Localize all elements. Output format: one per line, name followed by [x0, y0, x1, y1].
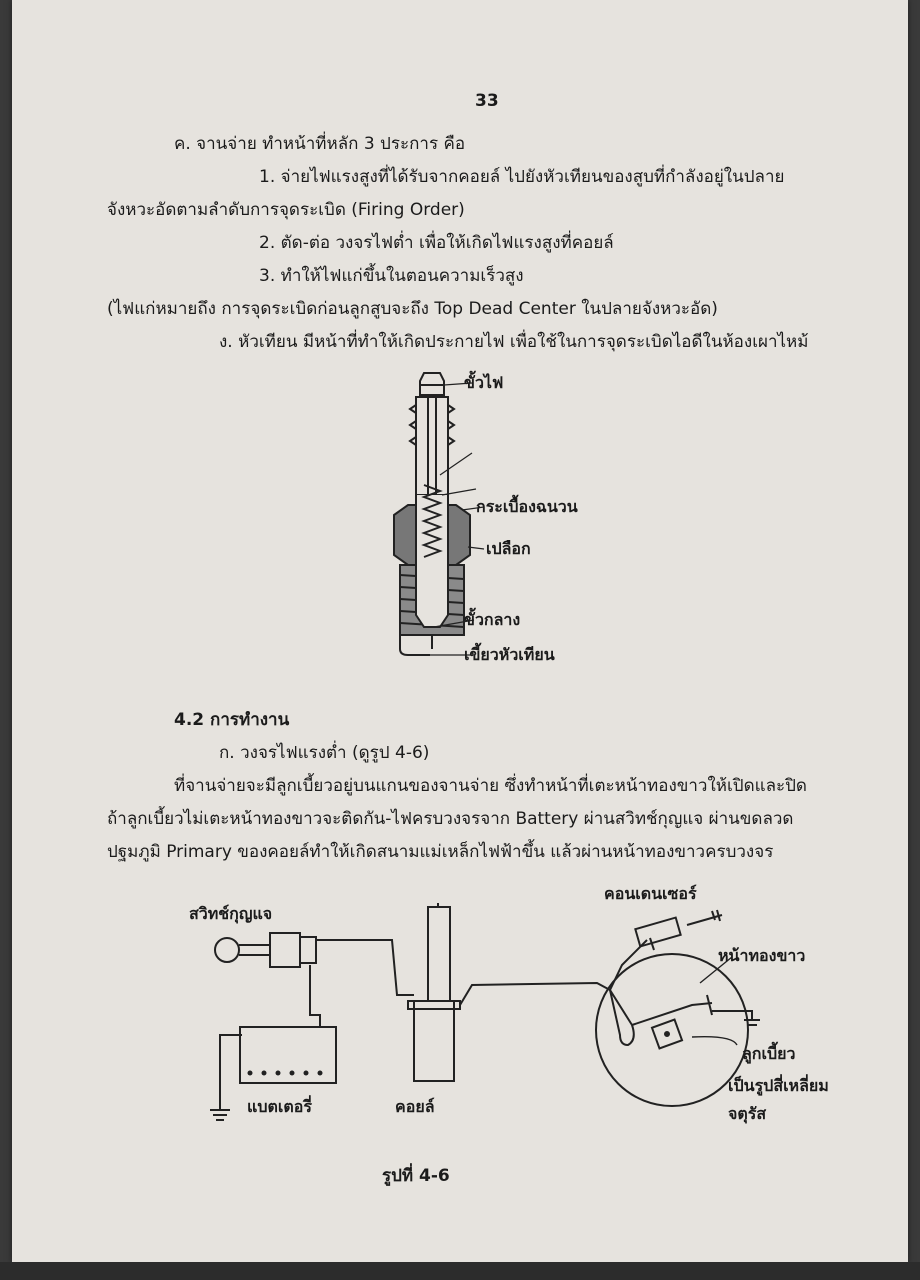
label-cam-3: จตุรัส	[728, 1104, 767, 1123]
paragraph-line-3: ปฐมภูมิ Primary ของคอยล์ทำให้เกิดสนามแม่เหล็กไฟฟ้าขึ้น แล้วผ่านหน้าทองขาวครบวงจร	[107, 842, 774, 862]
document-page	[12, 0, 908, 1262]
scan-edge	[0, 1262, 920, 1280]
label-coil: คอยล์	[395, 1097, 435, 1116]
section-c-item-1-cont: จังหวะอัดตามลำดับการจุดระเบิด (Firing Order)	[107, 200, 465, 220]
section-4-2-subheading: ก. วงจรไฟแรงต่ำ (ดูรูป 4-6)	[219, 743, 430, 763]
section-4-2-heading: 4.2 การทำงาน	[174, 710, 290, 730]
label-cam-1: ลูกเบี้ยว	[742, 1044, 796, 1063]
key-icon	[215, 938, 239, 962]
label-cam-2: เป็นรูปสี่เหลี่ยม	[728, 1076, 829, 1095]
label-condenser: คอนเดนเซอร์	[604, 884, 697, 903]
section-d-text: ง. หัวเทียน มีหน้าที่ทำให้เกิดประกายไฟ เพื่อใช้ในการจุดระเบิดไอดีในห้องเผาไหม้	[219, 332, 809, 352]
figure-caption: รูปที่ 4-6	[382, 1166, 450, 1186]
paragraph-line-1: ที่จานจ่ายจะมีลูกเบี้ยวอยู่บนแกนของจานจ่าย ซึ่งทำหน้าที่เตะหน้าทองขาวให้เปิดและปิด	[174, 776, 807, 796]
section-c-heading: ค. จานจ่าย ทำหน้าที่หลัก 3 ประการ คือ	[174, 134, 466, 154]
section-c-item-2: 2. ตัด-ต่อ วงจรไฟต่ำ เพื่อให้เกิดไฟแรงสูงที่คอยล์	[259, 233, 614, 253]
label-shell: เปลือก	[486, 539, 531, 558]
label-ground-electrode: เขี้ยวหัวเทียน	[464, 645, 555, 664]
section-c-item-3: 3. ทำให้ไฟแก่ขึ้นในตอนความเร็วสูง	[259, 266, 524, 286]
label-terminal: ขั้วไฟ	[464, 373, 504, 392]
label-ignition-switch: สวิทช์กุญแจ	[189, 904, 273, 923]
label-insulator: กระเบื้องฉนวน	[476, 497, 578, 516]
page-number: 33	[475, 91, 499, 111]
label-points: หน้าทองขาว	[718, 946, 806, 965]
paragraph-line-2: ถ้าลูกเบี้ยวไม่เตะหน้าทองขาวจะติดกัน-ไฟครบวงจรจาก Battery ผ่านสวิทช์กุญแจ ผ่านขดลวด	[107, 809, 794, 829]
label-center-electrode: ขั้วกลาง	[464, 610, 521, 629]
section-c-item-1: 1. จ่ายไฟแรงสูงที่ได้รับจากคอยล์ ไปยังหัวเทียนของสูบที่กำลังอยู่ในปลาย	[259, 167, 785, 187]
section-c-note: (ไฟแก่หมายถึง การจุดระเบิดก่อนลูกสูบจะถึง Top Dead Center ในปลายจังหวะอัด)	[107, 299, 718, 319]
label-battery: แบตเตอรี่	[247, 1097, 312, 1116]
